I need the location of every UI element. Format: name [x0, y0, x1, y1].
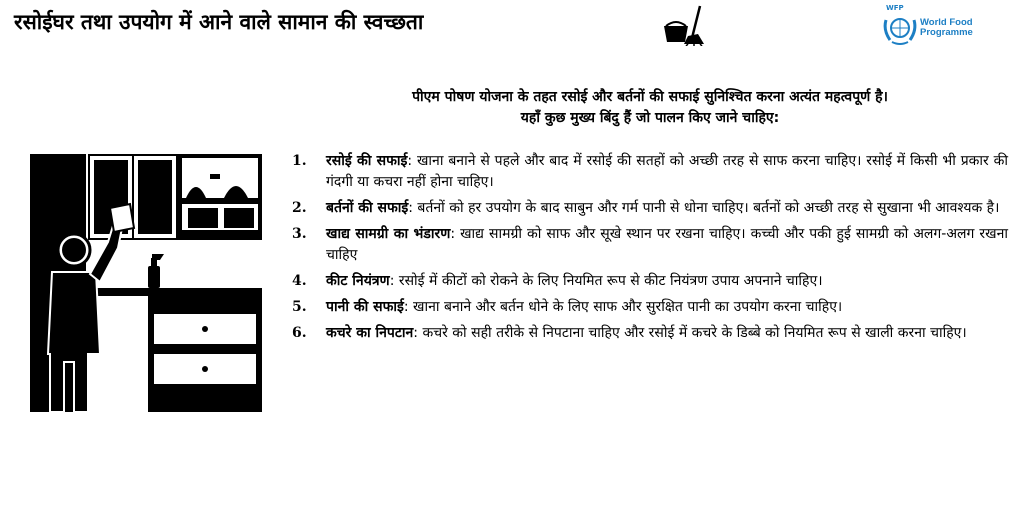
- intro-line-1: पीएम पोषण योजना के तहत रसोई और बर्तनों की सफाई सुनिश्चित करना अत्यंत महत्वपूर्ण है।: [412, 89, 888, 105]
- item-number: 3.: [292, 226, 307, 242]
- wfp-name: [920, 18, 1020, 38]
- wfp-name-line1: World Food: [920, 17, 973, 28]
- item-heading: पानी की सफाई: [326, 299, 404, 315]
- list-item: [292, 297, 1008, 318]
- item-heading: रसोई की सफाई: [326, 153, 408, 169]
- item-number: 5.: [292, 299, 307, 315]
- list-item: [292, 224, 1008, 266]
- list-item: [292, 151, 1008, 193]
- item-text: : कचरे को सही तरीके से निपटाना चाहिए और रसोई में कचरे के डिब्बे को नियमित रूप से खाली करना चाहिए।: [413, 325, 967, 341]
- item-heading: बर्तनों की सफाई: [326, 200, 409, 216]
- item-text: : रसोई में कीटों को रोकने के लिए नियमित रूप से कीट नियंत्रण उपाय अपनाने चाहिए।: [389, 273, 823, 289]
- wfp-abbr: WFP: [886, 4, 904, 12]
- guideline-list: [292, 151, 1008, 349]
- item-number: 1.: [292, 153, 307, 169]
- page-title: रसोईघर तथा उपयोग में आने वाले सामान की स्वच्छता: [14, 10, 424, 34]
- intro-line-2: यहाँ कुछ मुख्य बिंदु हैं जो पालन किए जाने चाहिए:: [520, 110, 780, 126]
- list-item: [292, 198, 1008, 219]
- bucket-mop-icon: [660, 4, 712, 46]
- item-number: 6.: [292, 325, 307, 341]
- item-number: 2.: [292, 200, 307, 216]
- list-item: [292, 323, 1008, 344]
- item-number: 4.: [292, 273, 307, 289]
- person-cleaning-kitchen-icon: [30, 154, 262, 412]
- wfp-emblem-icon: [880, 6, 920, 46]
- list-item: [292, 271, 1008, 292]
- item-text: : खाना बनाने और बर्तन धोने के लिए साफ और सुरक्षित पानी का उपयोग करना चाहिए।: [403, 299, 843, 315]
- intro-text: [290, 87, 1010, 129]
- item-heading: खाद्य सामग्री का भंडारण: [326, 226, 451, 242]
- item-text: : बर्तनों को हर उपयोग के बाद साबुन और गर्म पानी से धोना चाहिए। बर्तनों को अच्छी तरह से सुखाना भी आवश्यक है।: [408, 200, 1000, 216]
- wfp-logo: [880, 6, 1020, 46]
- item-text: : खाद्य सामग्री को साफ और सूखे स्थान पर रखना चाहिए। कच्ची और पकी हुई सामग्री को अलग-अलग रखना चाहिए: [326, 226, 1008, 263]
- item-text: : खाना बनाने से पहले और बाद में रसोई की सतहों को अच्छी तरह से साफ करना चाहिए। रसोई में किसी भी प्रकार की गंदगी या कचरा नहीं होना चाहिए।: [326, 153, 1008, 190]
- item-heading: कीट नियंत्रण: [326, 273, 390, 289]
- item-heading: कचरे का निपटान: [326, 325, 414, 341]
- wfp-name-line2: Programme: [920, 27, 973, 38]
